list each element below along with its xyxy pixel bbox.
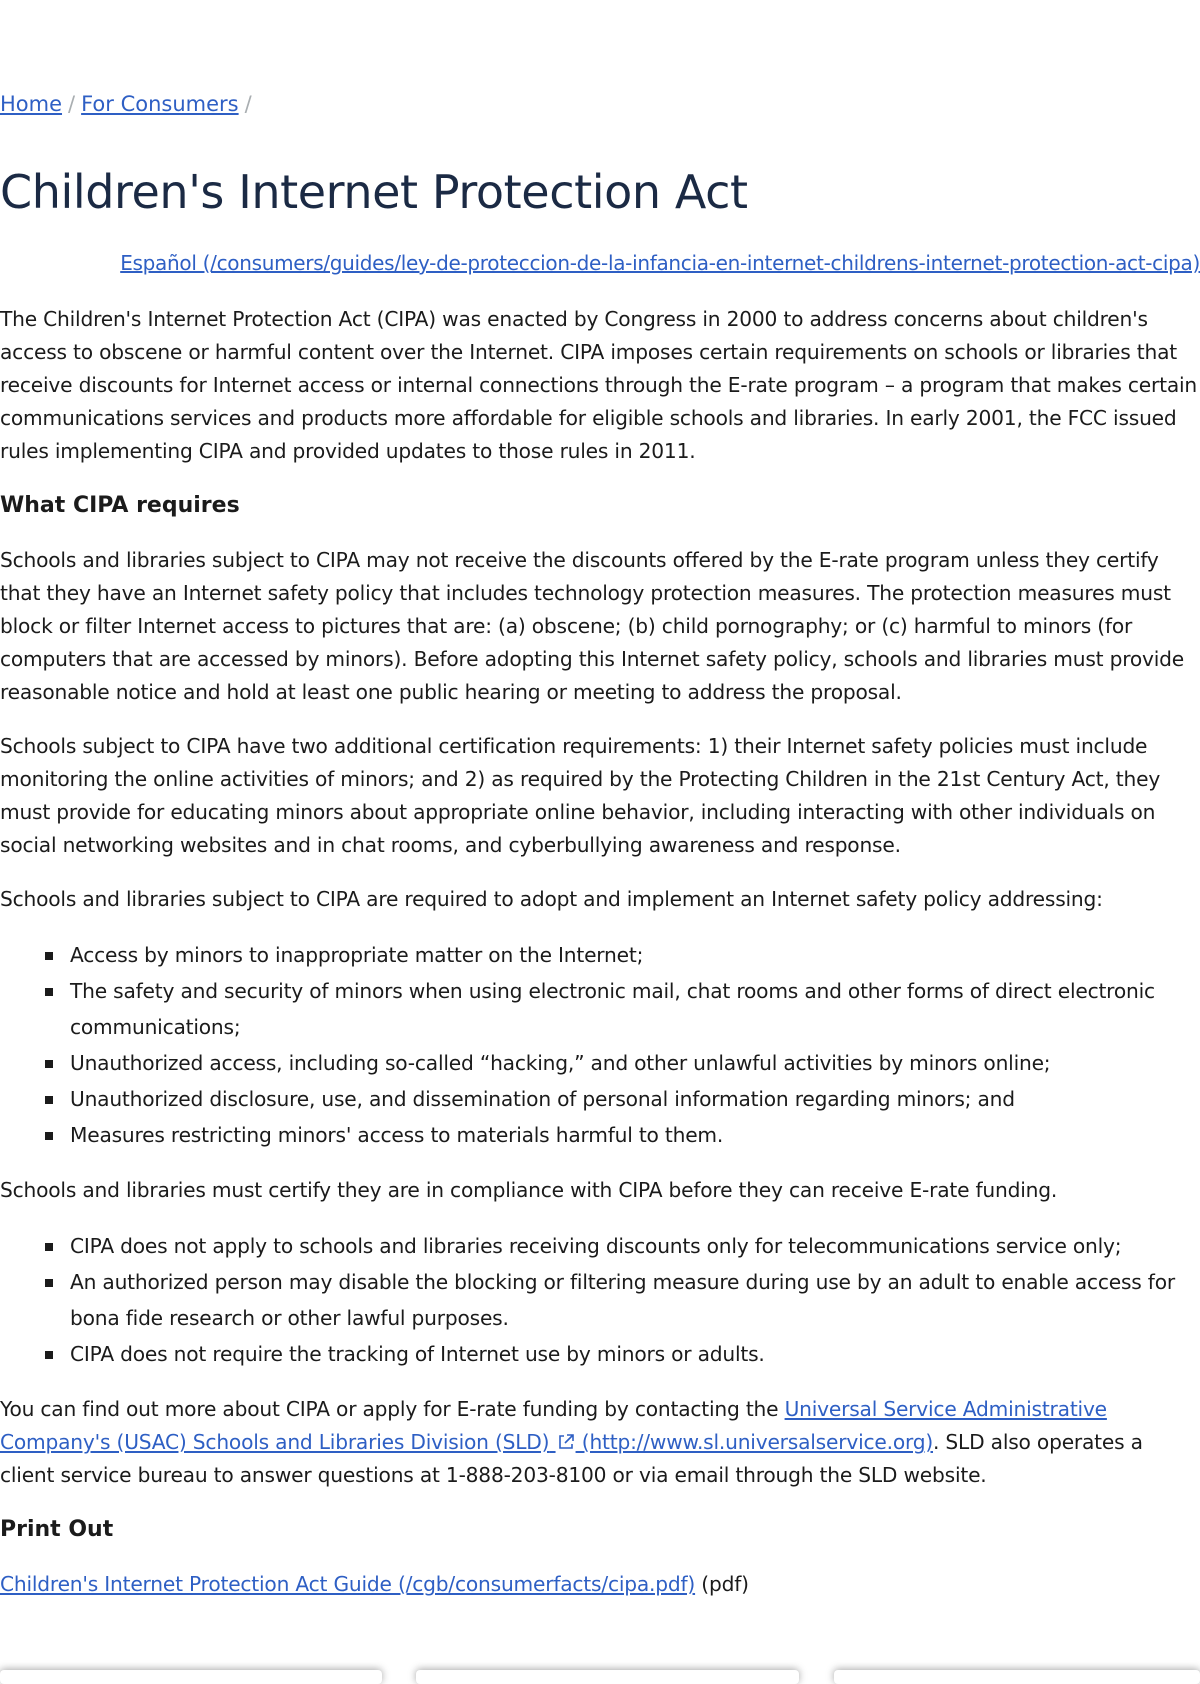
list-item: Access by minors to inappropriate matter on the Internet; xyxy=(70,937,1200,973)
external-link-icon xyxy=(557,1433,575,1451)
article-body xyxy=(0,303,1200,1622)
pdf-label: (pdf) xyxy=(695,1572,749,1596)
breadcrumb-separator: / xyxy=(244,92,252,116)
breadcrumb-separator: / xyxy=(68,92,76,116)
list-item: Unauthorized access, including so-called “hacking,” and other unlawful activities by minors online; xyxy=(70,1045,1200,1081)
page-title: Children's Internet Protection Act xyxy=(0,165,748,219)
intro-paragraph: The Children's Internet Protection Act (CIPA) was enacted by Congress in 2000 to address concerns about children's access to obscene or harmful content over the Internet. CIPA imposes certain requirements on schools or libraries that receive discounts for Internet access or internal connections through the E-rate program – a program that makes certain communications services and products more affordable for eligible schools and libraries. In early 2001, the FCC issued rules implementing CIPA and provided updates to those rules in 2011. xyxy=(0,307,1198,463)
breadcrumb-for-consumers-link[interactable]: For Consumers xyxy=(81,92,239,116)
list-item: Measures restricting minors' access to materials harmful to them. xyxy=(70,1117,1200,1153)
breadcrumb xyxy=(0,89,258,119)
cipa-notes-list xyxy=(0,1228,1200,1372)
related-card[interactable] xyxy=(416,1670,799,1684)
related-cards-row xyxy=(0,1670,1200,1682)
breadcrumb-home-link[interactable]: Home xyxy=(0,92,63,116)
policy-requirements-list xyxy=(0,937,1200,1153)
usac-sld-link-text: Universal Service Administrative Company's (USAC) Schools and Libraries Division (SLD) xyxy=(0,1397,1107,1454)
usac-sld-link-url: (http://www.sl.universalservice.org) xyxy=(575,1430,933,1454)
requires-paragraph-3: Schools and libraries subject to CIPA are required to adopt and implement an Internet safety policy addressing: xyxy=(0,887,1103,911)
contact-paragraph xyxy=(0,1393,1200,1492)
requires-paragraph-2: Schools subject to CIPA have two additional certification requirements: 1) their Internet safety policies must include monitoring the online activities of minors; and 2) as required by the Protecting Children in the 21st Century Act, they must provide for educating minors about appropriate online behavior, including interacting with other individuals on social networking websites and in chat rooms, and cyberbullying awareness and response. xyxy=(0,734,1161,857)
requires-paragraph-1: Schools and libraries subject to CIPA may not receive the discounts offered by the E-rate program unless they certify that they have an Internet safety policy that includes technology protection measures. The protection measures must block or filter Internet access to pictures that are: (a) obscene; (b) child pornography; or (c) harmful to minors (for computers that are accessed by minors). Before adopting this Internet safety policy, schools and libraries must provide reasonable notice and hold at least one public hearing or meeting to address the proposal. xyxy=(0,548,1185,704)
what-cipa-requires-heading: What CIPA requires xyxy=(0,493,240,518)
list-item: The safety and security of minors when using electronic mail, chat rooms and other forms of direct electronic communications; xyxy=(70,973,1200,1045)
print-out-heading: Print Out xyxy=(0,1517,114,1542)
related-card[interactable] xyxy=(834,1670,1200,1684)
cipa-guide-pdf-link[interactable]: Children's Internet Protection Act Guide (/cgb/consumerfacts/cipa.pdf) xyxy=(0,1572,696,1596)
spanish-version-link[interactable]: Español (/consumers/guides/ley-de-proteccion-de-la-infancia-en-internet-childrens-internet-protection-act-cipa) xyxy=(120,251,1200,275)
print-out-paragraph xyxy=(0,1568,1200,1601)
requires-paragraph-4: Schools and libraries must certify they are in compliance with CIPA before they can receive E-rate funding. xyxy=(0,1178,1058,1202)
contact-text-after: . SLD also operates a client service bureau to answer questions at 1-888-203-8100 or via email through the SLD website. xyxy=(0,1430,1143,1487)
list-item: Unauthorized disclosure, use, and dissemination of personal information regarding minors; and xyxy=(70,1081,1200,1117)
list-item: CIPA does not require the tracking of Internet use by minors or adults. xyxy=(70,1336,1200,1372)
list-item: An authorized person may disable the blocking or filtering measure during use by an adult to enable access for bona fide research or other lawful purposes. xyxy=(70,1264,1200,1336)
list-item: CIPA does not apply to schools and libraries receiving discounts only for telecommunications service only; xyxy=(70,1228,1200,1264)
related-card[interactable] xyxy=(0,1670,382,1684)
contact-text-before: You can find out more about CIPA or apply for E-rate funding by contacting the xyxy=(0,1397,785,1421)
